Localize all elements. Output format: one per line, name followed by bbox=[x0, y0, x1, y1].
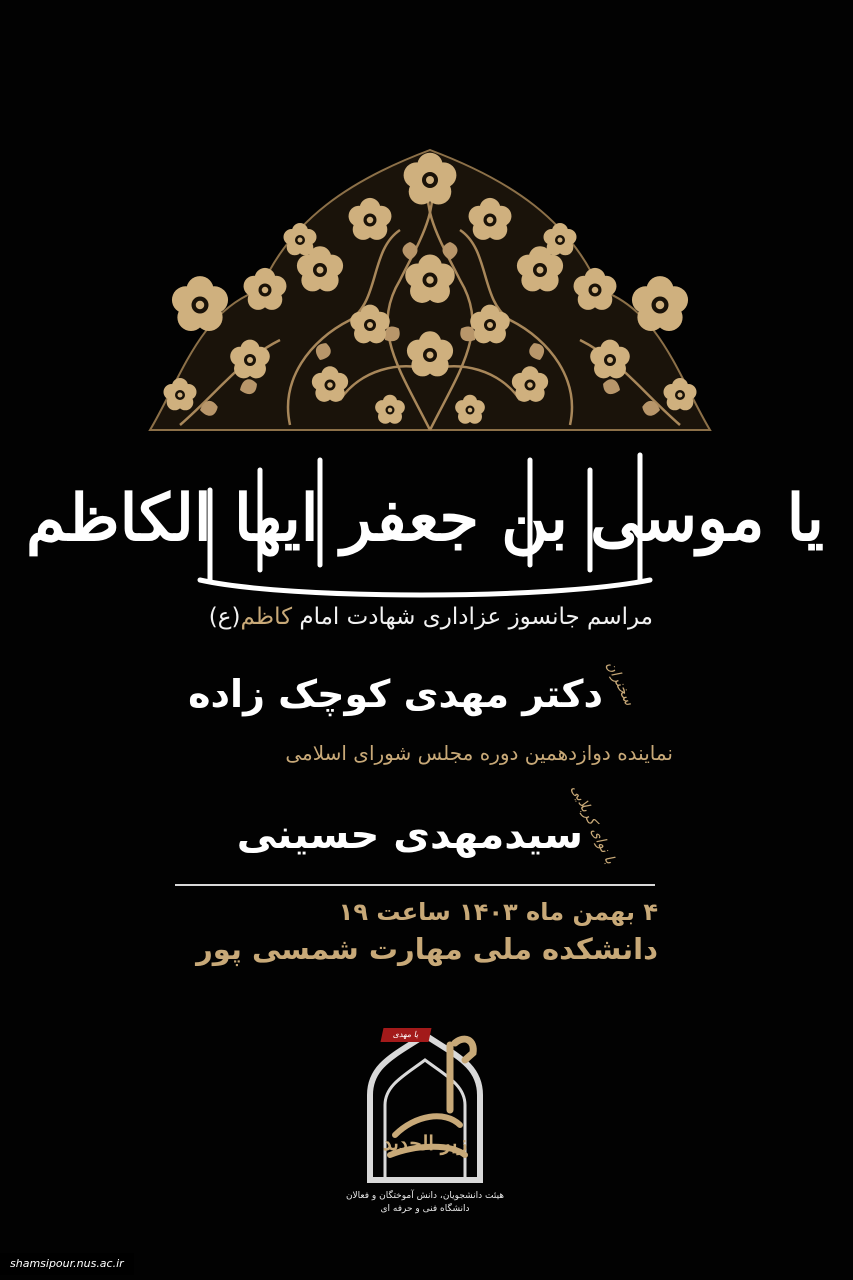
event-subtitle bbox=[209, 604, 653, 630]
speaker-label: سخنران bbox=[602, 658, 638, 709]
logo-text: زیر الحدید bbox=[382, 1131, 468, 1155]
website-watermark: shamsipour.nus.ac.ir bbox=[0, 1253, 134, 1275]
speaker-role: نماینده دوازدهمین دوره مجلس شورای اسلامی bbox=[285, 741, 673, 765]
subtitle-prefix: مراسم جانسوز عزاداری شهادت امام bbox=[299, 604, 653, 630]
speaker-name: دکتر مهدی کوچک زاده bbox=[188, 672, 603, 716]
date-time: ۴ بهمن ماه ۱۴۰۳ ساعت ۱۹ bbox=[338, 898, 658, 926]
reciter-name: سیدمهدی حسینی bbox=[236, 812, 583, 858]
reciter-label: با نوای کربلایی bbox=[567, 782, 619, 867]
floral-ornament-icon bbox=[140, 140, 720, 440]
org-line-2: دانشگاه فنی و حرفه ای bbox=[380, 1204, 470, 1214]
logo-tag: یا مهدی bbox=[381, 1028, 432, 1042]
org-line-1: هیئت دانشجویان، دانش آموختگان و فعالان bbox=[345, 1191, 505, 1201]
subtitle-highlight: کاظم bbox=[240, 604, 293, 630]
calligraphy-text: یا موسی بن جعفر ایها الکاظم bbox=[26, 481, 824, 556]
calligraphy-headline bbox=[26, 430, 824, 605]
organization-text bbox=[330, 1190, 520, 1216]
venue: دانشکده ملی مهارت شمسی پور bbox=[196, 932, 658, 966]
subtitle-suffix: (ع) bbox=[208, 604, 241, 630]
top-divider bbox=[175, 884, 655, 886]
